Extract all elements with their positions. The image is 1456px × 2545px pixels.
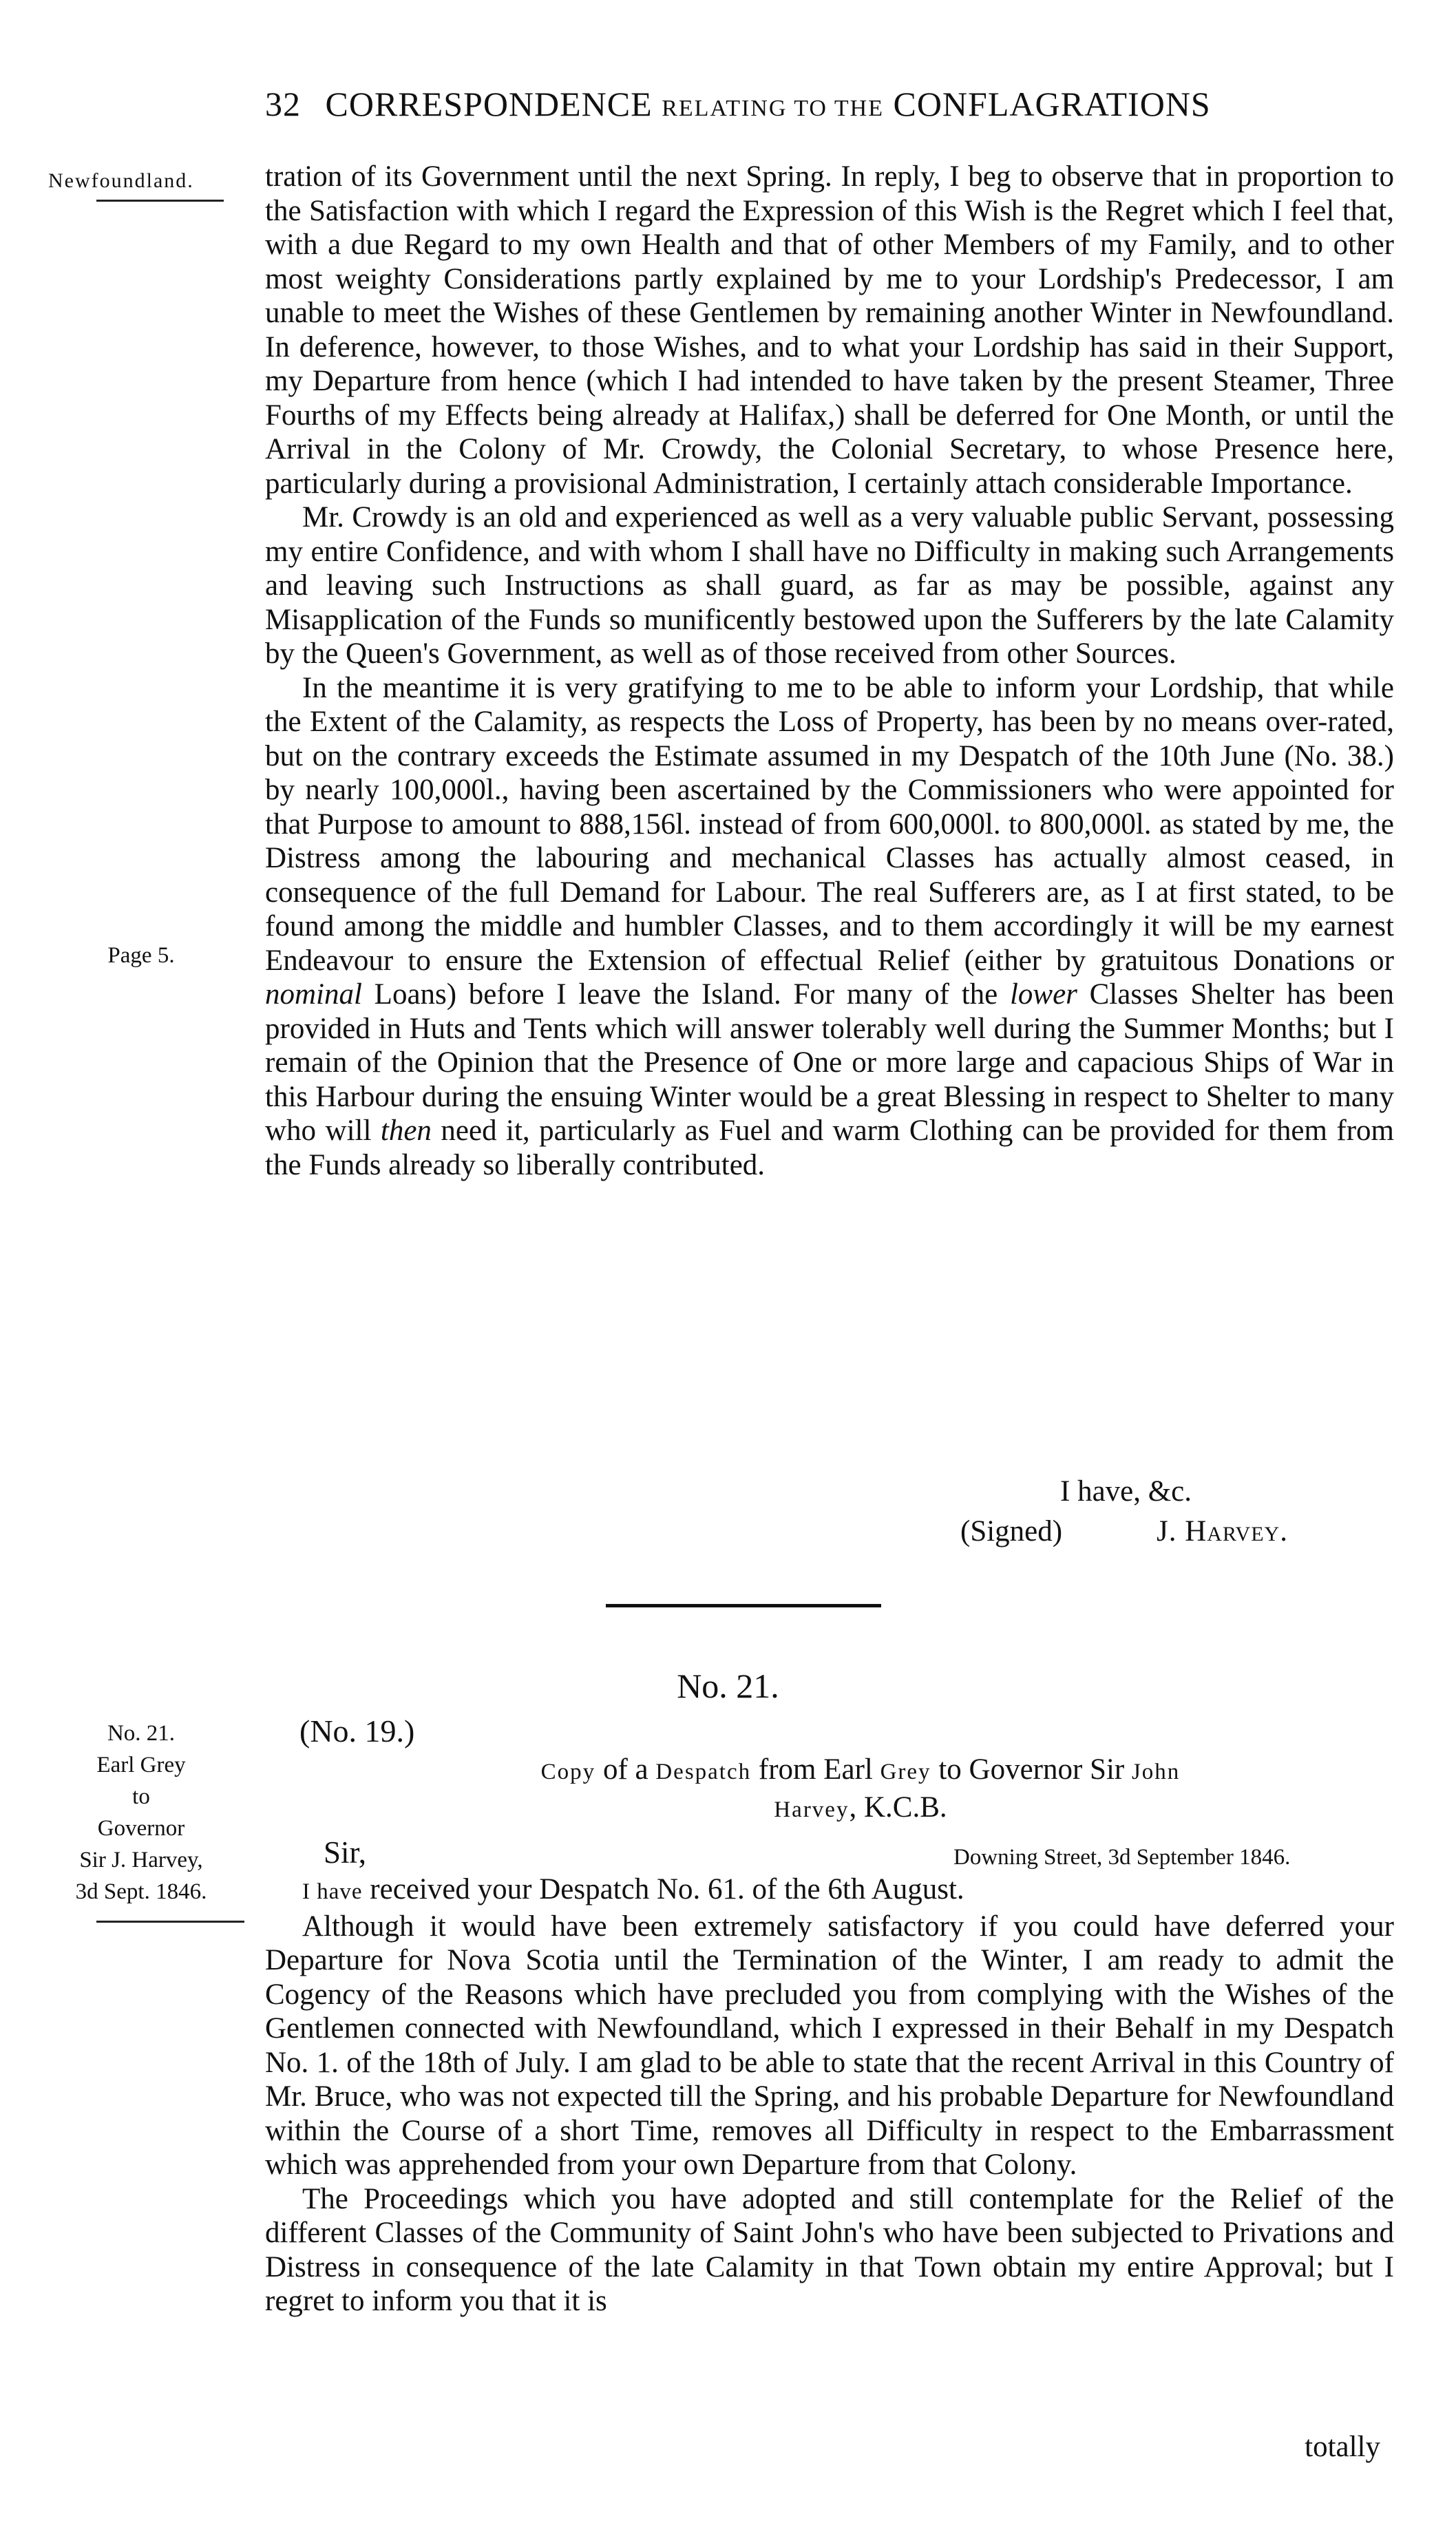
salutation: Sir,: [324, 1835, 366, 1870]
signature: J. Harvey.: [1157, 1515, 1288, 1548]
document-number-heading: No. 21.: [677, 1667, 779, 1705]
italic-run: nominal: [265, 978, 362, 1011]
title-run: Despatch: [655, 1760, 752, 1784]
signed-label: (Signed): [960, 1515, 1063, 1548]
title-run: from Earl: [758, 1753, 873, 1786]
letter2-paragraph: Although it would have been extremely satisfactory if you could have deferred your Departure for Nova Scotia until the Termination of the Winter, I am ready to admit the Cogency of the Reasons which have precluded you from complying with the Wishes of the Gentlemen connected with Newfoundland, which I expressed in their Behalf in my Despatch No. 1. of the 18th of July. I am glad to be able to state that the recent Arrival in this Country of Mr. Bruce, who was not expected till the Spring, and his probable Departure for Newfoundland within the Course of a short Time, removes all Difficulty in respect to the Embarrassment which was apprehended from your own Departure from that Colony.: [265, 1910, 1394, 2181]
text-run: received your Despatch No. 61. of the 6th August.: [370, 1873, 964, 1905]
margin-note: [28, 1718, 255, 1908]
despatch-title: [351, 1752, 1370, 1828]
margin-note-line: No. 21.: [107, 1721, 176, 1746]
letter1-body: [265, 160, 1394, 1182]
margin-rule: [96, 200, 224, 202]
section-divider: [606, 1604, 881, 1607]
letter2-paragraph: The Proceedings which you have adopted and still contemplate for the Relief of the different Classes of the Community of Saint John's who have been subjected to Privations and Distress in consequence of the late Calamity in that Town obtain my entire Approval; but I regret to inform you that it is: [265, 2182, 1394, 2317]
text-run: Loans) before I leave the Island. For many of the: [374, 978, 998, 1011]
letter2-paragraph-1: [265, 1872, 1394, 1910]
margin-page-reference: Page 5.: [107, 943, 175, 968]
title-run: Copy: [540, 1760, 596, 1784]
page-number: 32: [265, 85, 301, 123]
margin-note-line: 3d Sept. 1846.: [75, 1879, 207, 1904]
address-date: Downing Street, 3d September 1846.: [953, 1845, 1291, 1870]
letter2-body: [265, 1872, 1394, 2319]
margin-note-line: Sir J. Harvey,: [79, 1848, 203, 1872]
header-title-2: RELATING TO THE: [662, 96, 884, 121]
text-run: In the meantime it is very gratifying to me to be able to inform your Lordship, that while the Extent of the Calamity, as respects the Loss of Property, has been by no means over-rated, but on the contrary exceeds the Estimate assumed in my Despatch of the 10th June (No. 38.) by nearly 100,000l., having been ascertained by the Commissioners who were appointed for that Purpose to amount to 888,156l. instead of from 600,000l. to 800,000l. as stated by me, the Distress among the labouring and mechanical Classes has actually almost ceased, in consequence of the full Demand for Labour. The real Sufferers are, as I at first stated, to be found among the middle and humbler Classes, and to them accordingly it will be my earnest Endeavour to ensure the Extension of effectual Relief (either by gratuitous Donations or: [265, 671, 1394, 977]
title-run: of a: [602, 1753, 648, 1786]
margin-note-line: to: [132, 1784, 150, 1809]
italic-run: then: [380, 1115, 432, 1147]
catchword: totally: [1305, 2431, 1380, 2463]
title-run: Grey: [880, 1760, 931, 1784]
running-header: [265, 84, 1325, 132]
header-title-1: CORRESPONDENCE: [325, 85, 653, 123]
text-run: need it, particularly as Fuel and warm Clothing can be provided for them from the Funds already so liberally contributed.: [265, 1115, 1395, 1181]
letter1-paragraph: tration of its Government until the next Spring. In reply, I beg to observe that in proportion to the Satisfaction with which I regard the Expression of this Wish is the Regret which I feel that, with a due Regard to my own Health and that of other Members of my Family, and to other most weighty Considerations partly explained by me to your Lordship's Predecessor, I am unable to meet the Wishes of these Gentlemen by remaining another Winter in Newfoundland. In deference, however, to those Wishes, and to what your Lordship has said in their Support, my Departure from hence (which I had intended to have taken by the present Steamer, Three Fourths of my Effects being already at Halifax,) shall be deferred for One Month, or until the Arrival in the Colony of Mr. Crowdy, the Colonial Secretary, to whose Presence here, particularly during a provisional Administration, I certainly attach considerable Importance.: [265, 160, 1394, 500]
margin-note-line: Governor: [97, 1816, 185, 1841]
despatch-number: (No. 19.): [299, 1713, 415, 1749]
margin-note-line: Earl Grey: [96, 1753, 186, 1777]
title-run: Harvey: [774, 1797, 850, 1822]
text-run: Classes Shelter has been provided in Huts and Tents which will answer tolerably well during the Summer Months; but I remain of the Opinion that the Presence of One or more large and capacious Ships of War in this Harbour during the ensuing Winter would be a great Blessing in respect to Shelter to many who will: [265, 978, 1395, 1147]
margin-section-label: Newfoundland.: [48, 169, 194, 192]
letter1-paragraph-3: [265, 671, 1394, 1183]
italic-run: lower: [1009, 978, 1077, 1011]
margin-rule: [96, 1921, 244, 1923]
letter1-paragraph: Mr. Crowdy is an old and experienced as well as a very valuable public Servant, possessing my entire Confidence, and with whom I shall have no Difficulty in making such Arrangements and leaving such Instructions as shall guard, as far as may be possible, against any Misapplication of the Funds so munificently bestowed upon the Sufferers by the late Calamity by the Queen's Government, as well as of those received from other Sources.: [265, 501, 1394, 670]
title-run: , K.C.B.: [849, 1791, 947, 1824]
header-title-3: CONFLAGRATIONS: [893, 85, 1211, 123]
title-run: John: [1131, 1760, 1181, 1784]
title-run: to Governor Sir: [938, 1753, 1125, 1786]
small-caps-run: I have: [302, 1879, 363, 1904]
closing-phrase: I have, &c.: [1060, 1475, 1192, 1508]
